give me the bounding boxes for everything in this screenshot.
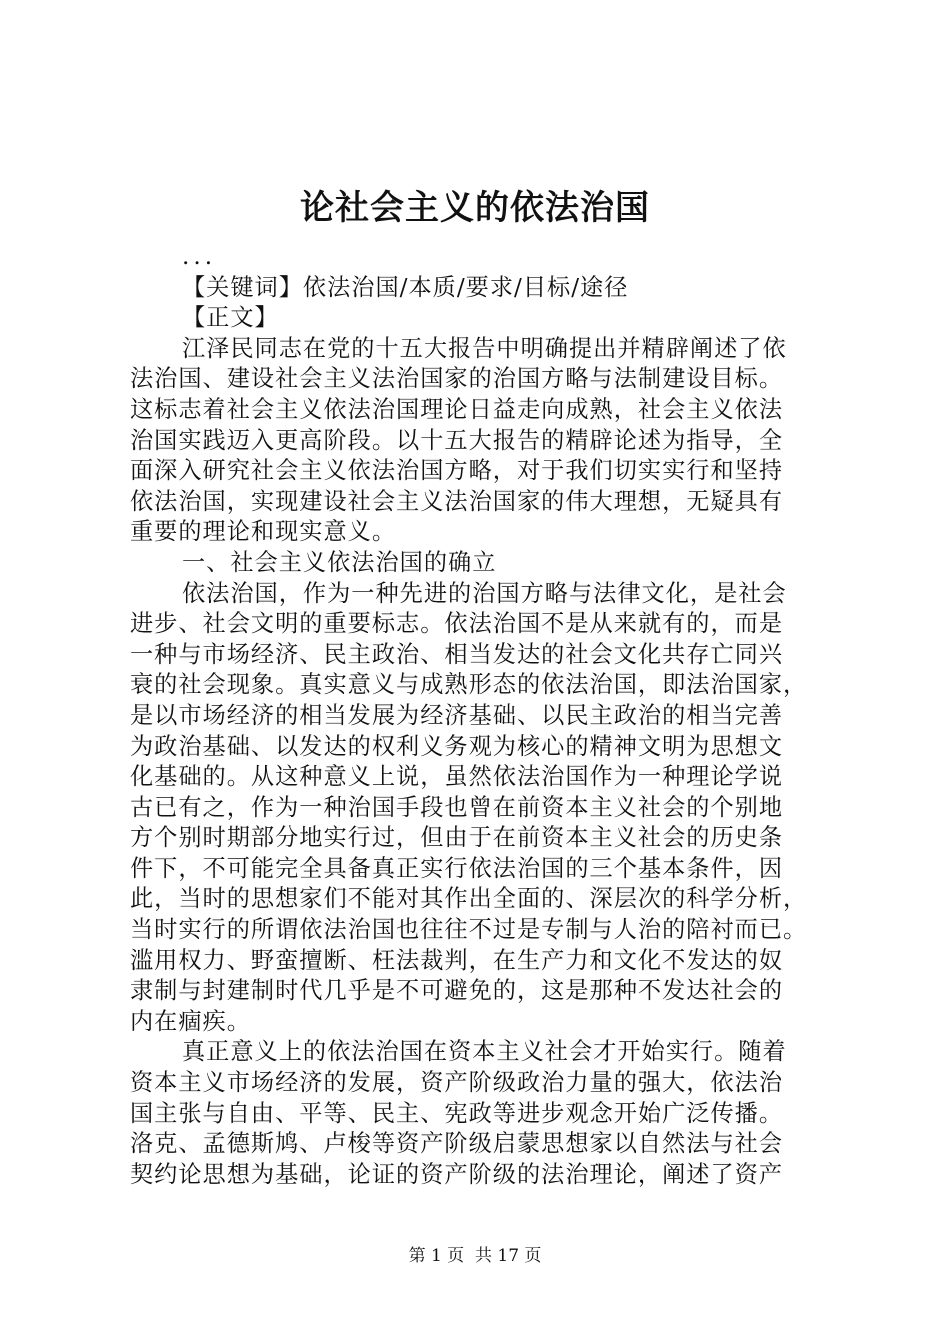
document-title: 论社会主义的依法治国 xyxy=(300,188,650,228)
paragraph-line: 隶制与封建制时代几乎是不可避免的，这是那种不发达社会的 xyxy=(130,977,784,1005)
document-body xyxy=(130,242,830,1190)
paragraph-line: 当时实行的所谓依法治国也往往不过是专制与人治的陪衬而已。 xyxy=(130,916,808,944)
paragraph-line: 契约论思想为基础，论证的资产阶级的法治理论，阐述了资产 xyxy=(130,1160,784,1188)
paragraph-line: 重要的理论和现实意义。 xyxy=(130,518,397,546)
paragraph-line: 依法治国，作为一种先进的治国方略与法律文化，是社会 xyxy=(182,579,787,607)
paragraph-line: 衰的社会现象。真实意义与成熟形态的依法治国，即法治国家， xyxy=(130,671,808,699)
body-heading: 【正文】 xyxy=(182,304,279,332)
page-footer: 第 1 页 共 17 页 xyxy=(408,1246,542,1266)
paragraph-line: 此，当时的思想家们不能对其作出全面的、深层次的科学分析， xyxy=(130,885,808,913)
paragraph-line: 滥用权力、野蛮擅断、枉法裁判，在生产力和文化不发达的奴 xyxy=(130,946,784,974)
paragraph-line: 面深入研究社会主义依法治国方略，对于我们切实实行和坚持 xyxy=(130,457,784,485)
paragraph-line: 内在痼疾。 xyxy=(130,1007,251,1035)
keywords-line: 【关键词】依法治国/本质/要求/目标/途径 xyxy=(182,273,629,301)
paragraph-line: 进步、社会文明的重要标志。依法治国不是从来就有的，而是 xyxy=(130,610,784,638)
paragraph-line: 是以市场经济的相当发展为经济基础、以民主政治的相当完善 xyxy=(130,701,784,729)
paragraph-line: 真正意义上的依法治国在资本主义社会才开始实行。随着 xyxy=(182,1038,787,1066)
paragraph-line: 资本主义市场经济的发展，资产阶级政治力量的强大，依法治 xyxy=(130,1069,784,1097)
paragraph-line: 依法治国，实现建设社会主义法治国家的伟大理想，无疑具有 xyxy=(130,487,784,515)
paragraph-line: 这标志着社会主义依法治国理论日益走向成熟，社会主义依法 xyxy=(130,395,784,423)
paragraph-line: 化基础的。从这种意义上说，虽然依法治国作为一种理论学说 xyxy=(130,763,784,791)
paragraph-line: 件下，不可能完全具备真正实行依法治国的三个基本条件，因 xyxy=(130,854,784,882)
paragraph-line: 江泽民同志在党的十五大报告中明确提出并精辟阐述了依 xyxy=(182,334,787,362)
paragraph-line: 法治国、建设社会主义法治国家的治国方略与法制建设目标。 xyxy=(130,365,784,393)
paragraph-line: 治国实践迈入更高阶段。以十五大报告的精辟论述为指导，全 xyxy=(130,426,784,454)
section-heading: 一、社会主义依法治国的确立 xyxy=(182,548,497,576)
ellipsis-line: ... xyxy=(182,243,217,270)
paragraph-line: 方个别时期部分地实行过，但由于在前资本主义社会的历史条 xyxy=(130,824,784,852)
paragraph-line: 洛克、孟德斯鸠、卢梭等资产阶级启蒙思想家以自然法与社会 xyxy=(130,1130,784,1158)
paragraph-line: 古已有之，作为一种治国手段也曾在前资本主义社会的个别地 xyxy=(130,793,784,821)
paragraph-line: 一种与市场经济、民主政治、相当发达的社会文化共存亡同兴 xyxy=(130,640,784,668)
paragraph-line: 国主张与自由、平等、民主、宪政等进步观念开始广泛传播。 xyxy=(130,1099,784,1127)
paragraph-line: 为政治基础、以发达的权利义务观为核心的精神文明为思想文 xyxy=(130,732,784,760)
